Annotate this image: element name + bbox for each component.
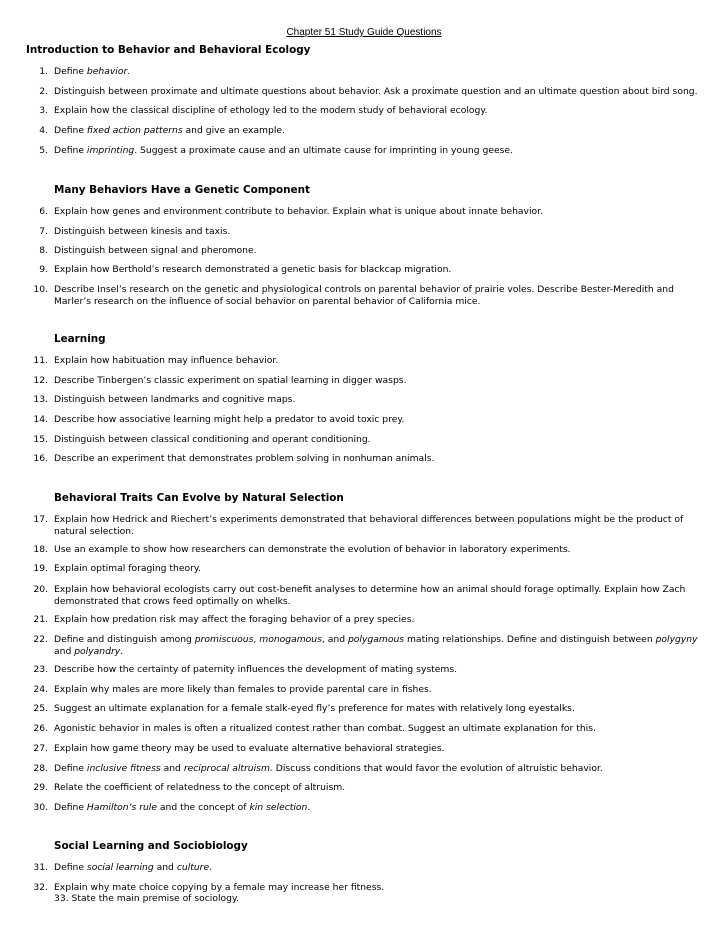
question-number: 6. — [39, 206, 48, 217]
question-text: Relate the coefficient of relatedness to the concept of altruism. — [54, 782, 346, 793]
question-number: 5. — [39, 145, 48, 156]
question-number: 7. — [39, 226, 48, 237]
question-text: Describe an experiment that demonstrates problem solving in nonhuman animals. — [54, 453, 435, 464]
question-text: Explain how Hedrick and Riechert’s experiments demonstrated that behavioral differences between populations might be the product of natural selection. — [54, 514, 684, 537]
question-number: 24. — [33, 684, 48, 695]
question-text: Define and distinguish among promiscuous, monogamous, and polygamous mating relationships. Define and distinguish between polygyny and polyandry. — [54, 634, 698, 657]
question-number: 23. — [33, 664, 48, 675]
question-text: Define imprinting. Suggest a proximate cause and an ultimate cause for imprinting in young geese. — [54, 145, 513, 156]
question-number: 3. — [39, 105, 48, 116]
question-text: Define behavior. — [54, 66, 131, 77]
question-number: 4. — [39, 125, 48, 136]
question-number: 17. — [33, 514, 48, 525]
question-number: 10. — [33, 284, 48, 295]
question-number: 9. — [39, 264, 48, 275]
question-text: Use an example to show how researchers can demonstrate the evolution of behavior in laboratory experiments. — [54, 544, 571, 555]
question-text: Distinguish between kinesis and taxis. — [54, 226, 231, 237]
question-text: Explain how predation risk may affect the foraging behavior of a prey species. — [54, 614, 415, 625]
question-text: Describe Tinbergen’s classic experiment on spatial learning in digger wasps. — [54, 375, 407, 386]
question-text: Distinguish between signal and pheromone. — [54, 245, 257, 256]
question-number: 14. — [33, 414, 48, 425]
question-text: Suggest an ultimate explanation for a female stalk-eyed fly’s preference for mates with relatively long eyestalks. — [54, 703, 575, 714]
question-number: 11. — [33, 355, 48, 366]
question-text: Explain how habituation may influence behavior. — [54, 355, 279, 366]
question-number: 20. — [33, 584, 48, 595]
question-number: 1. — [39, 66, 48, 77]
question-text: Agonistic behavior in males is often a ritualized contest rather than combat. Suggest an ultimate explanation for this. — [54, 723, 596, 734]
question-text: Define Hamilton’s rule and the concept of kin selection. — [54, 802, 311, 813]
main-heading: Introduction to Behavior and Behavioral Ecology — [26, 44, 311, 56]
question-text: Define social learning and culture. — [54, 862, 213, 873]
question-number: 19. — [33, 563, 48, 574]
question-text: 33. State the main premise of sociology. — [54, 893, 240, 904]
question-text: Explain optimal foraging theory. — [54, 563, 201, 574]
document-title: Chapter 51 Study Guide Questions — [286, 27, 442, 38]
question-text: Distinguish between landmarks and cognitive maps. — [54, 394, 296, 405]
question-text: Explain how game theory may be used to evaluate alternative behavioral strategies. — [54, 743, 445, 754]
question-text: Explain how genes and environment contribute to behavior. Explain what is unique about innate behavior. — [54, 206, 544, 217]
section-heading: Learning — [54, 333, 106, 345]
question-number: 26. — [33, 723, 48, 734]
question-number: 25. — [33, 703, 48, 714]
question-number: 30. — [33, 802, 48, 813]
question-text: Explain how Berthold’s research demonstrated a genetic basis for blackcap migration. — [54, 264, 452, 275]
question-number: 2. — [39, 86, 48, 97]
question-text: Explain why mate choice copying by a female may increase her fitness. — [54, 882, 385, 893]
question-number: 32. — [33, 882, 48, 893]
question-number: 29. — [33, 782, 48, 793]
question-number: 8. — [39, 245, 48, 256]
question-number: 16. — [33, 453, 48, 464]
section-heading: Social Learning and Sociobiology — [54, 840, 248, 852]
question-number: 31. — [33, 862, 48, 873]
question-text: Explain how the classical discipline of ethology led to the modern study of behavioral ecology. — [54, 105, 488, 116]
question-number: 27. — [33, 743, 48, 754]
question-text: Define fixed action patterns and give an example. — [54, 125, 285, 136]
question-number: 22. — [33, 634, 48, 645]
question-number: 28. — [33, 763, 48, 774]
question-text: Distinguish between proximate and ultimate questions about behavior. Ask a proximate question and an ultimate question about bird song. — [54, 86, 698, 97]
question-text: Explain why males are more likely than females to provide parental care in fishes. — [54, 684, 432, 695]
section-heading: Behavioral Traits Can Evolve by Natural Selection — [54, 492, 344, 504]
question-number: 13. — [33, 394, 48, 405]
question-number: 12. — [33, 375, 48, 386]
question-text: Explain how behavioral ecologists carry out cost-benefit analyses to determine how an animal should forage optimally. Explain how Zach demonstrated that crows feed optimally on whelks. — [54, 584, 686, 607]
question-text: Describe Insel’s research on the genetic and physiological controls on parental behavior of prairie voles. Describe Bester-Meredith and Marler’s research on the influence of social behavior on parental behavior of California mice. — [54, 284, 674, 307]
question-number: 15. — [33, 434, 48, 445]
question-text: Distinguish between classical conditioning and operant conditioning. — [54, 434, 371, 445]
question-text: Define inclusive fitness and reciprocal altruism. Discuss conditions that would favor the evolution of altruistic behavior. — [54, 763, 603, 774]
section-heading: Many Behaviors Have a Genetic Component — [54, 184, 310, 196]
question-text: Describe how associative learning might help a predator to avoid toxic prey. — [54, 414, 405, 425]
question-number: 18. — [33, 544, 48, 555]
question-text: Describe how the certainty of paternity influences the development of mating systems. — [54, 664, 458, 675]
question-number: 21. — [33, 614, 48, 625]
